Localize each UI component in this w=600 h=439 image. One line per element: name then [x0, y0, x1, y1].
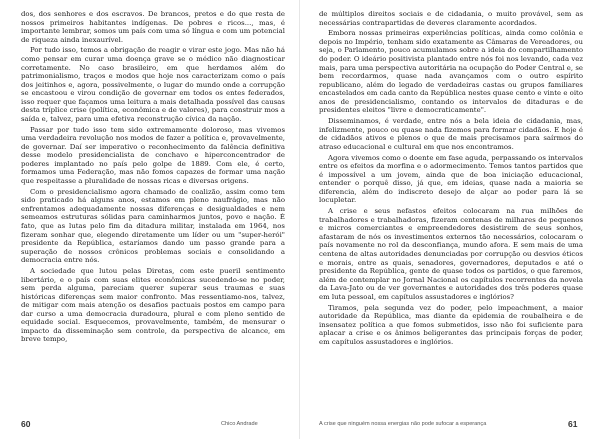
right-paragraph-2: Embora nossas primeiras experiências políticas, ainda como colônia e depois no Império, tenham sido exatamente as Câmaras de Vereadores, ou seja, o Parlamento, pouco acumulamos sobre a ideia do compartilhamento do poder. O ideário positivista plantado entre nós foi nos levando, cada vez mais, para uma perspectiva autoritária na ocupação do Poder Central e, se bem recordarmos, quase nada avançamos com o outro espírito republicano, além do legado de verdadeiras castas ou grupos familiares encastelados em cada canto da República nestes quase cento e vinte e oito anos de presidencialismo, contando os intervalos de ditaduras e de presidentes eleitos "livre e democraticamente".	[319, 29, 583, 115]
right-paragraph-3: Disseminamos, é verdade, entre nós a bela ideia de cidadania, mas, infelizmente, pouco ou quase nada fizemos para formar cidadãos. E hoje é de cidadãos ativos e plenos o que de mais precisamos para saírmos do atraso educacional e cultural em que nos encontramos.	[319, 117, 583, 151]
left-paragraph-4: Com o presidencialismo agora chamado de coalizão, assim como tem sido praticado há alguns anos, estamos em pleno naufrágio, mas não enfrentamos adequadamente nossas diferenças e desigualdades e nem semeamos estruturas sólidas para caminharmos juntos, povo e nação. É fato, que as lutas pelo fim da ditadura militar, instalada em 1964, nos fizeram sonhar que, elegendo diretamente um líder ou um "super-herói" presidente da República, estaríamos dando um passo grande para a superação de nossos crônicos problemas sociais e consolidando a democracia entre nós.	[21, 187, 285, 265]
right-paragraph-1: de múltiplos direitos sociais e de cidadania, o muito provável, sem as necessárias contrapartidas de deveres claramente acordados.	[319, 10, 583, 27]
right-page-number: 61	[568, 419, 578, 429]
left-running-footer: Chico Andrade	[221, 421, 258, 427]
right-running-footer: A crise que ninguém nossa energias não pode sufocar a esperança	[319, 421, 487, 427]
right-paragraph-4: Agora vivemos como o doente em fase aguda, perpassando os intervalos entre os efeitos da morfina e o adormecimento. Temos tantos partidos que é impossível a um jovem, ainda que de boa iniciação educacional, entender o porquê disso, já que, em ideias, quase nada a maioria se diferencia, além do indiscreto desejo de alçar ao poder para lá se locupletar.	[319, 153, 583, 205]
left-page-number: 60	[21, 419, 31, 429]
left-page	[0, 4, 300, 434]
left-page-text-column	[21, 10, 285, 346]
left-paragraph-2: Por tudo isso, temos a obrigação de reagir e virar este jogo. Mas não há como pensar em curar uma doença grave se o médico não diagnosticar corretamente. No caso brasileiro, em que herdamos além do patrimonialismo, traços e modos que hoje nos caracterizam como o país dos jeitinhos e, agora, possivelmente, o lugar do mundo onde a corrupção se encastoou e virou condição de governar em todos os entes federados, isso requer que façamos uma leitura a mais detalhada possível das causas desta tríplice crise (política, econômica e de valores), para construir mos a saída e, talvez, para uma efetiva reconstrução cívica da nação.	[21, 46, 285, 123]
left-paragraph-5: A sociedade que lutou pelas Diretas, com este pueril sentimento libertário, e o país com suas elites econômicas sucedendo-se no poder, sem perda alguma, pareciam querer superar seus traumas e suas históricas diferenças sem maior confronto. Mas ressentiamo-nos, talvez, de mitigar com mais atenção os desafios pactuais postos em campo para dar curso a uma democracia duradoura, plural e com pleno sentido de equidade social. Esquecemos, provavelmente, também, de mensurar o impacto da disseminação sem controle, da perspectiva de alcance, em breve tempo,	[21, 267, 285, 344]
right-paragraph-6: Tiramos, pela segunda vez do poder, pelo impeachment, a maior autoridade da República, mas diante da epidemia de roubalheira e de insensatez política a que fomos submetidos, isso não foi suficiente para aplacar a crise e os ânimos beligerantes das principais forças de poder, em capítulos assustadores e inglórios.	[319, 303, 583, 346]
left-paragraph-3: Passar por tudo isso tem sido extremamente doloroso, mas vivemos uma verdadeira revolução nos modos de fazer a política e, provavelmente, de governar. Daí ser imperativo o reconhecimento da falência definitiva desse modelo presidencialista de conchavo e hiperconcentrador de poderes implantado no país pelo golpe de 1889. Com ele, é certo, formamos uma Federação, mas não fomos capazes de formar uma nação que respeitasse a pluralidade de nossas ricas e diversas origens.	[21, 125, 285, 185]
right-page	[300, 4, 600, 434]
left-paragraph-1: dos, dos senhores e dos escravos. De brancos, pretos e do que resta de nossos primeiros habitantes indígenas. De pobres e ricos..., mas, é importante lembrar, somos um país com uma só língua e com um potencial de riqueza ainda inexaurível.	[21, 10, 285, 44]
right-page-text-column	[319, 10, 583, 349]
right-paragraph-5: A crise e seus nefastos efeitos colocaram na rua milhões de trabalhadores e trabalhadoras, fizeram centenas de milhares de pequenos e micros comerciantes e empreendedores desistirem de seus sonhos, afastaram de nós os investimentos externos tão necessários, colocaram o país novamente no rol da desconfiança, mundo afora. E sem mais de uma centena de altas autoridades denunciadas por corrupção ou desvios éticos e morais, entre as quais, senadores, governadores, deputados e até o presidente da República, gente de quase todos os partidos, o que faremos, além de contemplar no Jornal Nacional os capítulos recorrentes da novela da Lava-Jato ou de ver governantes e autoridades dos três poderes quase em luta pessoal, em capítulos assustadores e inglórios?	[319, 207, 583, 301]
